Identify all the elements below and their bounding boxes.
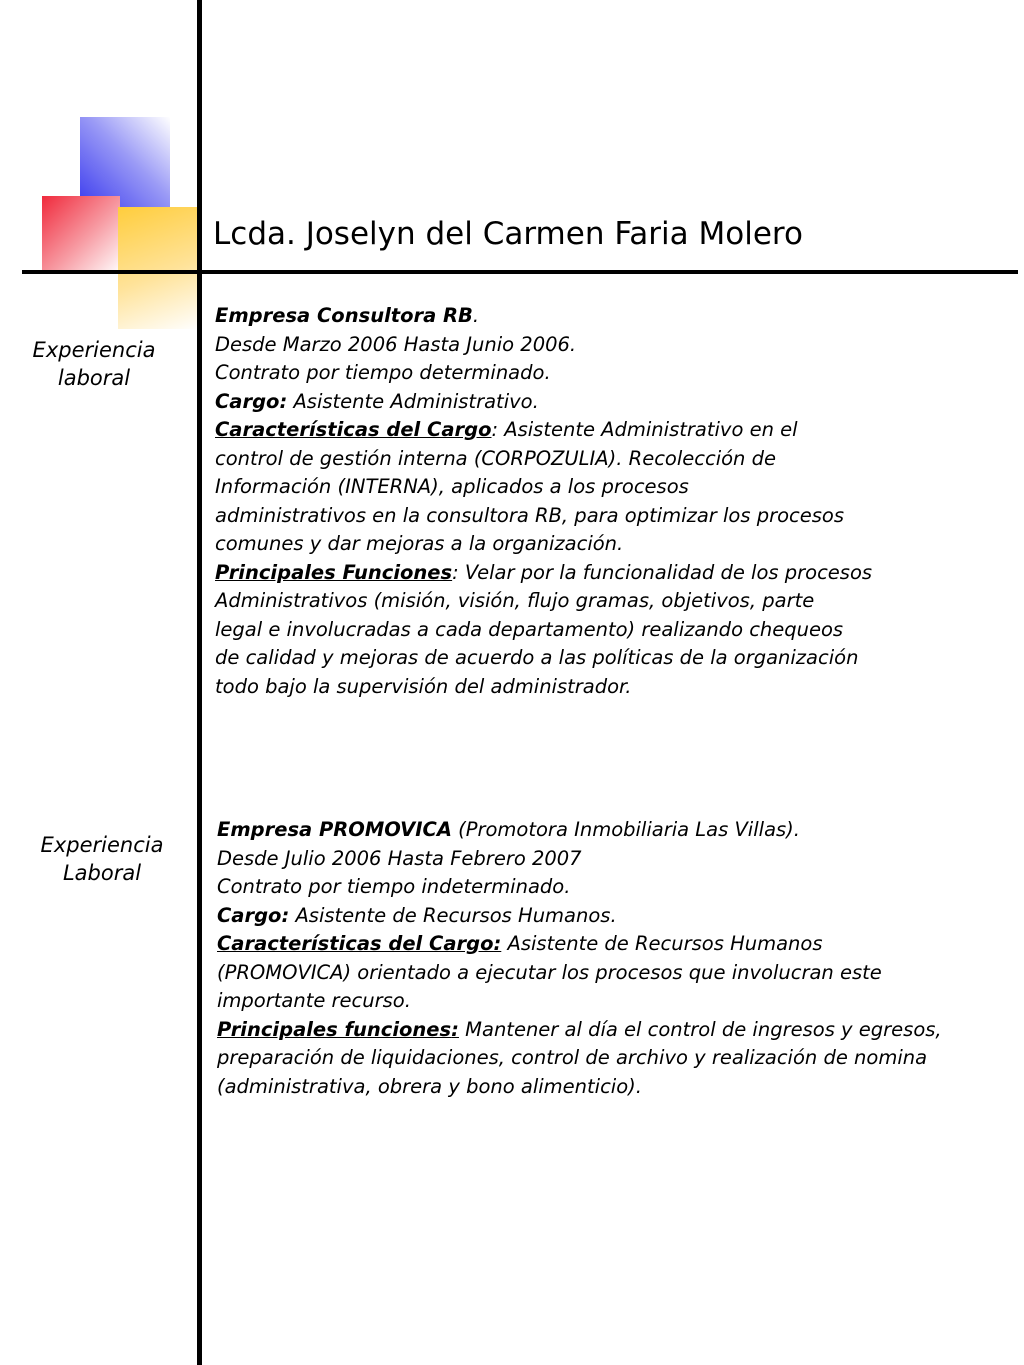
caracteristicas-text: comunes y dar mejoras a la organización.: [215, 532, 624, 555]
funciones-text: Velar por la funcionalidad de los procesos: [458, 560, 873, 584]
contract-line: Contrato por tiempo determinado.: [215, 361, 551, 384]
horizontal-divider: [22, 270, 1018, 274]
period-line: Desde Marzo 2006 Hasta Junio 2006.: [215, 332, 577, 356]
caracteristicas-text: (PROMOVICA) orientado a ejecutar los procesos que involucran este: [217, 960, 882, 984]
funciones-sep: :: [452, 560, 459, 584]
funciones-text: todo bajo la supervisión del administrador.: [215, 674, 632, 698]
section-label-line: laboral: [57, 366, 131, 390]
company-line: [217, 816, 942, 845]
company-name: Empresa PROMOVICA: [217, 818, 452, 841]
funciones-label: Principales funciones: [217, 1017, 452, 1041]
funciones-label: Principales Funciones: [215, 560, 453, 584]
decorative-yellow-square: [118, 207, 200, 329]
cargo-label: Cargo:: [217, 903, 290, 927]
company-name: Empresa Consultora RB: [215, 304, 473, 327]
cargo-value: Asistente Administrativo.: [287, 389, 539, 413]
period-line: Desde Julio 2006 Hasta Febrero 2007: [217, 846, 582, 870]
funciones-text: Administrativos (misión, visión, flujo gramas, objetivos, parte: [215, 589, 815, 612]
caracteristicas-line: [217, 930, 942, 959]
caracteristicas-text: control de gestión interna (CORPOZULIA). Recolección de: [215, 446, 776, 470]
caracteristicas-text: Asistente de Recursos Humanos: [501, 932, 823, 955]
caracteristicas-line: [215, 416, 872, 445]
section-label-line: Laboral: [62, 861, 142, 885]
funciones-text: preparación de liquidaciones, control de archivo y realización de nomina: [217, 1046, 928, 1069]
cargo-line: [215, 388, 872, 417]
funciones-text: de calidad y mejoras de acuerdo a las políticas de la organización: [215, 646, 859, 669]
caracteristicas-label: Características del Cargo: [217, 932, 494, 955]
funciones-sep: :: [451, 1017, 459, 1041]
cargo-value: Asistente de Recursos Humanos.: [289, 903, 617, 927]
section-label-experience-1: [24, 336, 164, 392]
section-label-experience-2: [32, 831, 172, 887]
caracteristicas-text: administrativos en la consultora RB, para optimizar los procesos: [215, 503, 844, 527]
experience-entry-1: [215, 302, 872, 701]
caracteristicas-sep: :: [491, 418, 499, 441]
caracteristicas-label: Características del Cargo: [215, 418, 492, 441]
funciones-line: [217, 1016, 942, 1045]
vertical-divider: [197, 0, 202, 1365]
contract-line: Contrato por tiempo indeterminado.: [217, 875, 571, 898]
page-title: Lcda. Joselyn del Carmen Faria Molero: [213, 216, 803, 252]
company-suffix: .: [472, 304, 480, 327]
cargo-label: Cargo:: [215, 389, 288, 413]
company-suffix: (Promotora Inmobiliaria Las Villas).: [451, 818, 800, 841]
funciones-text: (administrativa, obrera y bono alimenticio).: [217, 1074, 642, 1098]
caracteristicas-sep: :: [493, 932, 502, 955]
section-label-line: Experiencia: [40, 833, 164, 857]
cargo-line: [217, 902, 942, 931]
caracteristicas-text: Información (INTERNA), aplicados a los procesos: [215, 475, 689, 498]
funciones-text: legal e involucradas a cada departamento) realizando chequeos: [215, 617, 844, 641]
caracteristicas-text: Asistente Administrativo en el: [498, 418, 798, 441]
caracteristicas-text: importante recurso.: [217, 989, 411, 1012]
experience-entry-2: [217, 816, 942, 1101]
company-line: [215, 302, 872, 331]
section-label-line: Experiencia: [32, 338, 156, 362]
funciones-text: Mantener al día el control de ingresos y egresos,: [458, 1017, 942, 1041]
decorative-red-square: [42, 196, 120, 274]
funciones-line: [215, 559, 872, 588]
